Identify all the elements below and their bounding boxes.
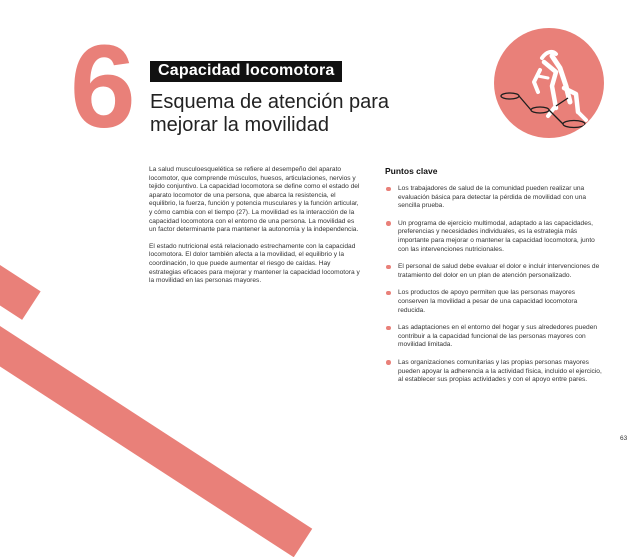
page-number: 63 (620, 435, 628, 442)
walking-figure-icon (494, 28, 604, 138)
chapter-title: Esquema de atención para mejorar la movilidad (150, 91, 390, 136)
decorative-stripe-upper (0, 226, 41, 320)
mobility-illustration (494, 28, 604, 138)
bullet-icon (386, 326, 391, 331)
key-point-item (385, 185, 605, 211)
key-point-text: El personal de salud debe evaluar el dolor e incluir intervenciones de tratamiento del dolor en un plan de atención personalizado. (398, 263, 600, 279)
key-point-item (385, 289, 605, 315)
bullet-icon (386, 291, 391, 296)
key-point-item (385, 263, 605, 280)
intro-paragraph: La salud musculoesquelética se refiere al desempeño del aparato locomotor, que comprende músculos, huesos, articulaciones, nervios y tejido conjuntivo. La capacidad locomotora se define como el estado del aparato locomotor de una persona, que abarca la resistencia, el equilibrio, la fuerza, función y potencia musculares y la función articular, y cómo cambia con el tiempo (27). La movilidad es la interacción de la capacidad locomotora con el entorno de una persona. La movilidad es un factor determinante para mantener la autonomía y la independencia. (149, 166, 360, 234)
key-point-item (385, 220, 605, 254)
bullet-icon (386, 360, 391, 365)
key-point-text: Las organizaciones comunitarias y las propias personas mayores pueden apoyar la adherencia a la actividad física, incluido el ejercicio, al establecer sus propias actividades y con el apoyo entre pares. (398, 358, 602, 384)
key-points-title: Puntos clave (385, 166, 438, 176)
key-point-item (385, 324, 605, 350)
chapter-label: Capacidad locomotora (150, 61, 342, 82)
key-point-text: Los trabajadores de salud de la comunidad pueden realizar una evaluación básica para detectar la pérdida de movilidad con una sencilla prueba. (398, 185, 587, 210)
key-point-item (385, 359, 605, 385)
key-point-text: Un programa de ejercicio multimodal, adaptado a las capacidades, preferencias y necesidades individuales, es la estrategia más importante para mejorar o mantener la capacidad locomotora, junto con las intervenciones nutricionales. (398, 219, 595, 253)
intro-paragraph: El estado nutricional está relacionado estrechamente con la capacidad locomotora. El dolor también afecta a la movilidad, el equilibrio y la coordinación, lo que puede aumentar el riesgo de caídas. Hay estrategias eficaces para mejorar y mantener la capacidad locomotora y la movilidad en las personas mayores. (149, 242, 360, 285)
intro-text (149, 166, 361, 294)
bullet-icon (386, 265, 391, 270)
key-points-box (385, 166, 605, 394)
decorative-stripe (0, 300, 312, 557)
chapter-number: 6 (70, 21, 136, 153)
bullet-icon (386, 221, 391, 226)
key-point-text: Las adaptaciones en el entorno del hogar y sus alrededores pueden contribuir a la capacidad funcional de las personas mayores con movilidad limitada. (398, 324, 598, 349)
key-point-text: Los productos de apoyo permiten que las personas mayores conserven la movilidad a pesar de una capacidad locomotora reducida. (398, 289, 578, 314)
bullet-icon (386, 187, 391, 192)
